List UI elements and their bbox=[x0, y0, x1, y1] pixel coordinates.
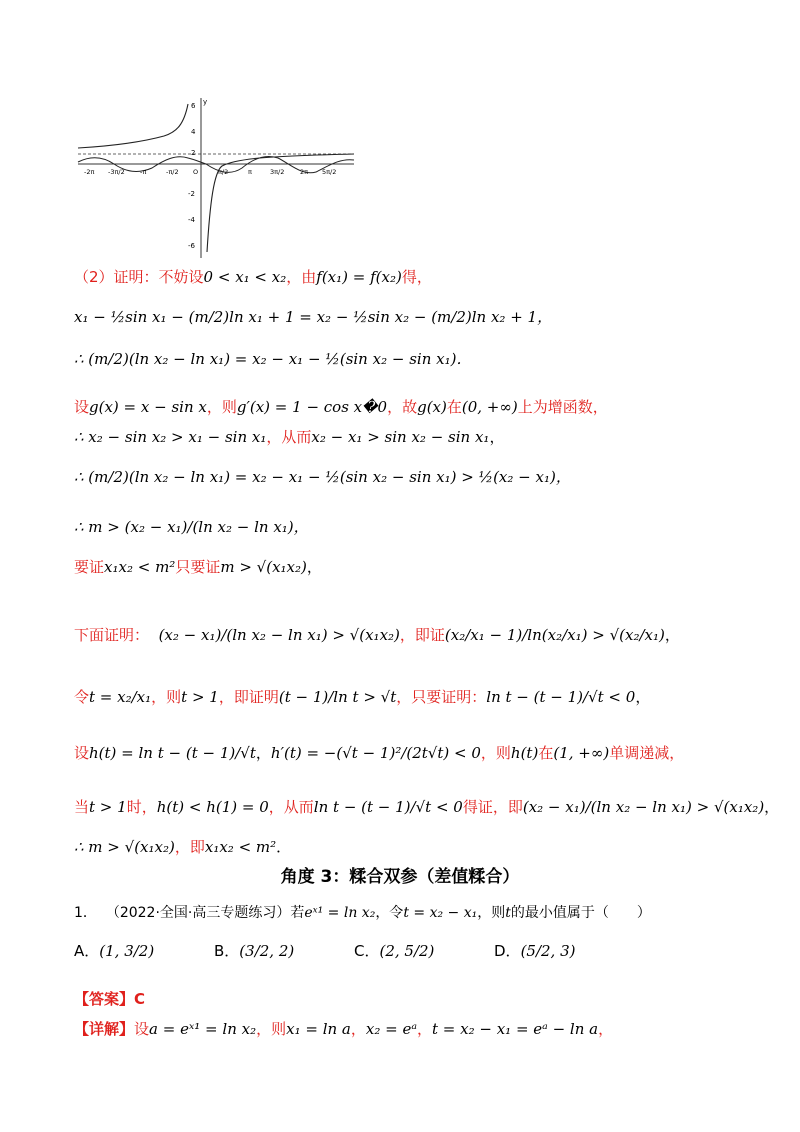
x-tick-label: 3π/2 bbox=[270, 168, 285, 176]
proof-line-7: ∴ m > (x₂ − x₁)/(ln x₂ − ln x₁)， bbox=[74, 518, 309, 536]
function-graph bbox=[72, 92, 362, 262]
question-stem: 1． （2022·全国·高三专题练习）若eˣ¹ = ln x₂，令t = x₂ − x₁，则t的最小值属于（ ） bbox=[74, 905, 651, 921]
proof-line-2: x₁ − ½sin x₁ − (m/2)ln x₁ + 1 = x₂ − ½sin x₂ − (m/2)ln x₂ + 1， bbox=[74, 308, 553, 326]
detail-tag: 【详解】 bbox=[74, 1020, 135, 1038]
x-tick-label: -π/2 bbox=[166, 168, 179, 176]
detail-line: 【详解】设a = eˣ¹ = ln x₂，则x₁ = ln a，x₂ = eᵃ，t = x₂ − x₁ = eᵃ − ln a， bbox=[74, 1020, 614, 1038]
option-a[interactable]: A．(1, 3/2) bbox=[74, 942, 155, 960]
proof-line-3: ∴ (m/2)(ln x₂ − ln x₁) = x₂ − x₁ − ½(sin x₂ − sin x₁)． bbox=[74, 350, 472, 368]
x-tick-label: -3π/2 bbox=[108, 168, 125, 176]
y-tick-label: -6 bbox=[188, 242, 195, 250]
y-tick-label: -4 bbox=[188, 216, 195, 224]
x-tick-label: O bbox=[193, 168, 199, 176]
proof-line-4: 设g(x) = x − sin x，则g′(x) = 1 − cos x�0，故g(x)在(0, +∞)上为增函数， bbox=[74, 398, 608, 416]
answer-tag: 【答案】 bbox=[74, 990, 135, 1008]
proof-line-11: 设h(t) = ln t − (t − 1)/√t，h′(t) = −(√t − 1)²/(2t√t) < 0，则h(t)在(1, +∞)单调递减， bbox=[74, 744, 685, 762]
section-heading: 角度 3：糅合双参（差值糅合） bbox=[280, 867, 520, 887]
proof-line-12: 当t > 1时，h(t) < h(1) = 0，从而ln t − (t − 1)/√t < 0得证，即(x₂ − x₁)/(ln x₂ − ln x₁) > √(x₁x₂)， bbox=[74, 798, 780, 816]
y-tick-label: 2 bbox=[191, 149, 196, 157]
option-b[interactable]: B．(3/2, 2) bbox=[214, 942, 295, 960]
x-tick-label: 2π bbox=[300, 168, 309, 176]
x-tick-label: π/2 bbox=[218, 168, 229, 176]
x-tick-label: π bbox=[248, 168, 252, 176]
proof-line-9: 下面证明： (x₂ − x₁)/(ln x₂ − ln x₁) > √(x₁x₂)，即证(x₂/x₁ − 1)/ln(x₂/x₁) > √(x₂/x₁)， bbox=[74, 626, 680, 644]
left-branch-curve bbox=[78, 104, 188, 148]
y-tick-label: -2 bbox=[188, 190, 195, 198]
x-tick-label: -π bbox=[140, 168, 147, 176]
y-tick-label: 4 bbox=[191, 128, 196, 136]
proof-line-10: 令t = x₂/x₁，则t > 1，即证明(t − 1)/ln t > √t，只要证明：ln t − (t − 1)/√t < 0， bbox=[74, 688, 651, 706]
proof-line-8: 要证x₁x₂ < m²只要证m > √(x₁x₂)， bbox=[74, 558, 322, 576]
proof-line-5: ∴ x₂ − sin x₂ > x₁ − sin x₁，从而x₂ − x₁ > sin x₂ − sin x₁， bbox=[74, 428, 505, 446]
answer-line bbox=[74, 988, 145, 1009]
x-tick-label: 5π/2 bbox=[322, 168, 337, 176]
x-tick-label: -2π bbox=[84, 168, 95, 176]
y-tick-label: 6 bbox=[191, 102, 196, 110]
y-axis-label: y bbox=[203, 98, 208, 106]
option-c[interactable]: C．(2, 5/2) bbox=[354, 942, 435, 960]
proof-line-13: ∴ m > √(x₁x₂)，即x₁x₂ < m²． bbox=[74, 838, 292, 856]
proof-line-6: ∴ (m/2)(ln x₂ − ln x₁) = x₂ − x₁ − ½(sin x₂ − sin x₁) > ½(x₂ − x₁)， bbox=[74, 468, 571, 486]
proof-line-1: （2）证明：不妨设0 < x₁ < x₂，由f(x₁) = f(x₂)得， bbox=[74, 268, 432, 286]
answer-value: C bbox=[134, 990, 146, 1008]
option-d[interactable]: D．(5/2, 3) bbox=[494, 942, 576, 960]
